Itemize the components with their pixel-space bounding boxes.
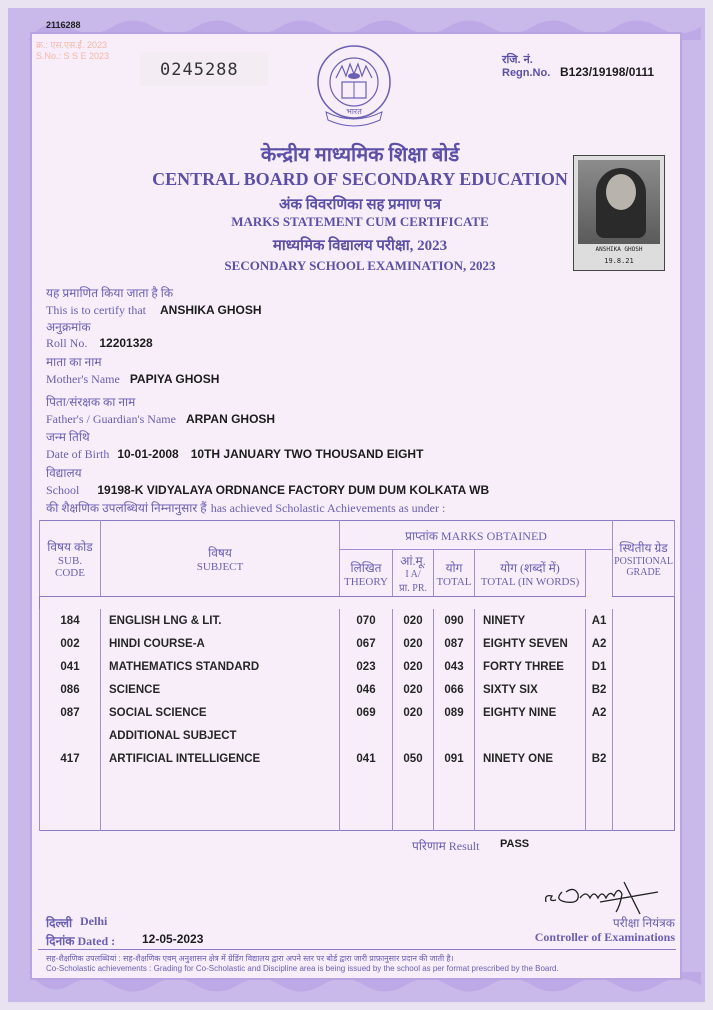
cell-words: FORTY THREE	[475, 655, 586, 678]
header-text: विषय	[208, 546, 232, 560]
cell-ia: 020	[393, 655, 434, 678]
header-marks-obtained: प्राप्तांक MARKS OBTAINED	[340, 521, 613, 550]
doc-title: MARKS STATEMENT CUM CERTIFICATE	[231, 214, 489, 229]
mother-label: Mother's Name	[46, 372, 120, 386]
cell-total: 091	[434, 747, 475, 770]
result-label: परिणाम Result	[412, 839, 480, 853]
top-number: 2116288	[46, 20, 81, 30]
header-text: I A/	[405, 569, 421, 580]
additional-subject-row	[40, 724, 675, 747]
school-label-hindi: विद्यालय	[46, 466, 82, 480]
cell-code: 087	[40, 701, 101, 724]
school-label: School	[46, 483, 80, 497]
dob-label-hindi: जन्म तिथि	[46, 430, 90, 444]
cell-ia: 020	[393, 701, 434, 724]
cbse-logo	[306, 38, 402, 134]
roll-label-hindi: अनुक्रमांक	[46, 320, 91, 334]
dob-value: 10-01-2008	[117, 447, 179, 461]
father-label: Father's / Guardian's Name	[46, 412, 176, 426]
regn-label-hindi: रजि. नं.	[502, 54, 533, 66]
cell-grade: B2	[586, 678, 613, 701]
cell-ia: 020	[393, 678, 434, 701]
exam-title-hindi: माध्यमिक विद्यालय परीक्षा, 2023	[272, 238, 448, 254]
cell-theory: 070	[340, 609, 393, 632]
dob-label: Date of Birth	[46, 447, 110, 461]
place-hindi: दिल्ली	[46, 916, 73, 930]
header-text: POSITIONAL	[614, 556, 673, 567]
header-total-words	[475, 550, 586, 597]
controller-signature	[540, 872, 660, 917]
table-row	[40, 678, 675, 701]
svg-text:भारत: भारत	[346, 107, 362, 116]
cell-code: 184	[40, 609, 101, 632]
cell-total: 090	[434, 609, 475, 632]
header-text: योग	[445, 560, 463, 575]
cell-code: 041	[40, 655, 101, 678]
small-print-line: क्र.: एस.एस.ई. 2023	[36, 40, 107, 50]
cell-theory: 069	[340, 701, 393, 724]
photo-caption-date: 19.8.21	[604, 257, 634, 265]
cell-code: 002	[40, 632, 101, 655]
board-title-hindi: केन्द्रीय माध्यमिक शिक्षा बोर्ड	[260, 144, 460, 166]
header-text: स्थितीय ग्रेड	[619, 541, 668, 555]
header-text: THEORY	[344, 575, 388, 588]
controller-label-hindi: परीक्षा नियंत्रक	[612, 916, 675, 930]
father-label-hindi: पिता/संरक्षक का नाम	[46, 395, 136, 409]
header-ia	[393, 550, 434, 597]
co-scholastic-note-hindi: सह-शैक्षणिक उपलब्धियां : सह-शैक्षणिक एवम् अनुशासन क्षेत्र में ग्रेडिंग विद्यालय द्वारा अपने स्तर पर बोर्ड द्वारा जारी प्राफ़ानुसार प्रदान की जाती है।	[46, 954, 454, 963]
achievements-intro	[46, 499, 445, 517]
cell-words: EIGHTY SEVEN	[475, 632, 586, 655]
header-text: TOTAL (IN WORDS)	[480, 575, 580, 588]
doc-title-hindi: अंक विवरणिका सह प्रमाण पत्र	[279, 197, 441, 213]
cell-theory: 041	[340, 747, 393, 770]
marks-table	[39, 520, 675, 831]
header-total	[434, 550, 475, 597]
header-text: TOTAL	[436, 575, 472, 588]
cell-total: 089	[434, 701, 475, 724]
table-row	[40, 655, 675, 678]
certify-row	[46, 301, 262, 319]
small-print-line: S.No.: S S E 2023	[36, 51, 110, 61]
father-name: ARPAN GHOSH	[185, 412, 276, 426]
result-value: PASS	[500, 838, 530, 850]
cell-grade: A2	[586, 632, 613, 655]
header-text: SUB.	[57, 555, 83, 567]
cell-theory: 067	[340, 632, 393, 655]
certify-label-hindi: यह प्रमाणित किया जाता है कि	[46, 286, 174, 300]
table-row	[40, 701, 675, 724]
serial-number: 0245288	[160, 60, 239, 80]
mother-row	[46, 370, 219, 388]
additional-subject-label: ADDITIONAL SUBJECT	[101, 724, 340, 747]
roll-number: 12201328	[99, 336, 153, 350]
cell-subject: ARTIFICIAL INTELLIGENCE	[101, 747, 340, 770]
mother-label-hindi: माता का नाम	[46, 355, 102, 369]
header-text: योग (शब्दों में)	[500, 560, 560, 575]
co-scholastic-note: Co-Scholastic achievements : Grading for Co-Scholastic and Discipline area is being issued by the school as per format prescribed by the Board.	[46, 964, 559, 973]
student-name: ANSHIKA GHOSH	[159, 303, 262, 317]
certify-label: This is to certify that	[46, 303, 146, 317]
roll-label: Roll No.	[46, 336, 88, 350]
cell-grade: B2	[586, 747, 613, 770]
place: Delhi	[80, 914, 108, 928]
achievements-label-hindi: की शैक्षणिक उपलब्धियां निम्नानुसार हैं	[46, 501, 207, 515]
header-grade	[613, 521, 675, 597]
mother-name: PAPIYA GHOSH	[129, 372, 220, 386]
header-text: SUBJECT	[196, 561, 244, 573]
cell-grade: D1	[586, 655, 613, 678]
controller-label: Controller of Examinations	[534, 930, 675, 944]
school-name: 19198-K VIDYALAYA ORDNANCE FACTORY DUM DUM KOLKATA WB	[97, 483, 490, 497]
cell-theory: 046	[340, 678, 393, 701]
cell-subject: ENGLISH LNG & LIT.	[101, 609, 340, 632]
cell-subject: HINDI COURSE-A	[101, 632, 340, 655]
cell-theory: 023	[340, 655, 393, 678]
header-text: विषय कोड	[47, 540, 93, 554]
father-row	[46, 410, 275, 428]
cell-code: 086	[40, 678, 101, 701]
cell-total: 066	[434, 678, 475, 701]
cell-total: 043	[434, 655, 475, 678]
table-row	[40, 609, 675, 632]
dob-row	[46, 445, 423, 463]
achievements-label: has achieved Scholastic Achievements as under :	[210, 501, 446, 515]
header-subject	[101, 521, 340, 597]
table-row	[40, 632, 675, 655]
cell-grade: A1	[586, 609, 613, 632]
small-print	[36, 40, 109, 62]
photo-caption-name: ANSHIKA GHOSH	[595, 246, 643, 253]
regn-label: Regn.No.	[502, 67, 551, 79]
cell-subject: MATHEMATICS STANDARD	[101, 655, 340, 678]
cell-words: EIGHTY NINE	[475, 701, 586, 724]
cell-words: NINETY	[475, 609, 586, 632]
cell-ia: 050	[393, 747, 434, 770]
cell-words: NINETY ONE	[475, 747, 586, 770]
cell-subject: SOCIAL SCIENCE	[101, 701, 340, 724]
cell-total: 087	[434, 632, 475, 655]
regn-number: B123/19198/0111	[560, 65, 655, 79]
header-theory	[340, 550, 393, 597]
table-header-row	[40, 521, 675, 550]
dob-words: 10TH JANUARY TWO THOUSAND EIGHT	[190, 447, 424, 461]
cell-ia: 020	[393, 632, 434, 655]
board-title: CENTRAL BOARD OF SECONDARY EDUCATION	[152, 169, 568, 189]
table-row	[40, 747, 675, 770]
roll-row	[46, 334, 153, 352]
school-row	[46, 481, 489, 499]
header-sub-code	[40, 521, 101, 597]
cell-grade: A2	[586, 701, 613, 724]
header-text: आं.मू.	[400, 554, 426, 568]
footer-divider	[38, 949, 676, 950]
header-text: प्रा. PR.	[398, 583, 427, 594]
dated-label: दिनांक Dated :	[46, 934, 116, 948]
header-text: लिखित	[350, 560, 382, 575]
dated-value: 12-05-2023	[142, 932, 204, 946]
cell-words: SIXTY SIX	[475, 678, 586, 701]
header-text: GRADE	[626, 567, 661, 578]
header-text: CODE	[55, 567, 85, 579]
cell-ia: 020	[393, 609, 434, 632]
cell-code: 417	[40, 747, 101, 770]
exam-title: SECONDARY SCHOOL EXAMINATION, 2023	[224, 258, 496, 273]
cell-subject: SCIENCE	[101, 678, 340, 701]
